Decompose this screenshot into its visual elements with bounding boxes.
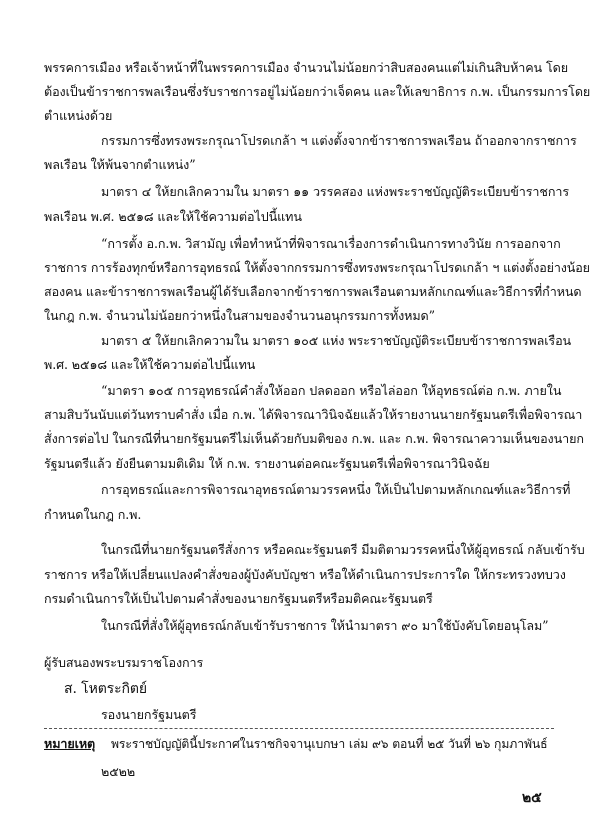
quote-text-line: การอุทธรณ์และการพิจารณาอุทธรณ์ตามวรรคหนึ่ง ให้เป็นไปตามหลักเกณฑ์และวิธีการที่ <box>101 482 571 497</box>
quote-text-line: สั่งการต่อไป ในกรณีที่นายกรัฐมนตรีไม่เห็นด้วยกับมติของ ก.พ. และ ก.พ. พิจารณาความเห็นของนายก <box>44 431 584 446</box>
quote-text-line: ราชการ หรือให้เปลี่ยนแปลงคำสั่งของผู้บังคับบัญชา หรือให้ดำเนินการประการใด ให้กระทรวงทบวง <box>44 567 566 582</box>
signatory-title: รองนายกรัฐมนตรี <box>101 707 197 722</box>
signatory-name: ส. โหตระกิตย์ <box>64 681 147 697</box>
section-text-line: มาตรา ๔ ให้ยกเลิกความใน มาตรา ๑๑ วรรคสอง แห่งพระราชบัญญัติระเบียบข้าราชการ <box>101 184 570 199</box>
quote-text-line: สามสิบวันนับแต่วันทราบคำสั่ง เมื่อ ก.พ. ได้พิจารณาวินิจฉัยแล้วให้รายงานนายกรัฐมนตรีเพื่อพิจารณา <box>44 407 583 422</box>
page-number: ๒๕ <box>522 790 542 806</box>
section-text-line: มาตรา ๕ ให้ยกเลิกความใน มาตรา ๑๐๕ แห่ง พระราชบัญญัติระเบียบข้าราชการพลเรือน <box>101 333 572 348</box>
note-separator <box>44 728 554 729</box>
quote-text-line: กรมดำเนินการให้เป็นไปตามคำสั่งของนายกรัฐมนตรีหรือมติคณะรัฐมนตรี <box>44 591 433 606</box>
quote-text-line: รัฐมนตรีแล้ว ยังยืนตามมติเดิม ให้ ก.พ. รายงานต่อคณะรัฐมนตรีเพื่อพิจารณาวินิจฉัย <box>44 456 490 471</box>
body-text-line: ต้องเป็นข้าราชการพลเรือนซึ่งรับราชการอยู่ไม่น้อยกว่าเจ็ดคน และให้เลขาธิการ ก.พ. เป็นกรรมการโดย <box>44 84 591 99</box>
quote-text-line: กำหนดในกฎ ก.พ. <box>44 507 142 522</box>
quote-text-line: ในกรณีที่สั่งให้ผู้อุทธรณ์กลับเข้ารับราชการ ให้นำมาตรา ๙๐ มาใช้บังคับโดยอนุโลม” <box>101 618 549 633</box>
quote-text-line: ในกฎ ก.พ. จำนวนไม่น้อยกว่าหนึ่งในสามของจำนวนอนุกรรมการทั้งหมด” <box>44 308 435 323</box>
section-text-line: พลเรือน พ.ศ. ๒๕๑๘ และให้ใช้ความต่อไปนี้แทน <box>44 209 302 224</box>
body-text-line: ตำแหน่งด้วย <box>44 108 113 123</box>
quote-text-line: ในกรณีที่นายกรัฐมนตรีสั่งการ หรือคณะรัฐมนตรี มีมติตามวรรคหนึ่งให้ผู้อุทธรณ์ กลับเข้ารับ <box>101 542 585 557</box>
body-text-line: พรรคการเมือง หรือเจ้าหน้าที่ในพรรคการเมือง จำนวนไม่น้อยกว่าสิบสองคนแต่ไม่เกินสิบห้าคน โดย <box>44 60 568 75</box>
quote-text-line: สองคน และข้าราชการพลเรือนผู้ได้รับเลือกจากข้าราชการพลเรือนตามหลักเกณฑ์และวิธีการที่กำหนด <box>44 284 582 299</box>
quote-text-line: “มาตรา ๑๐๕ การอุทธรณ์คำสั่งให้ออก ปลดออก หรือไล่ออก ให้อุทธรณ์ต่อ ก.พ. ภายใน <box>101 383 562 398</box>
section-text-line: พ.ศ. ๒๕๑๘ และให้ใช้ความต่อไปนี้แทน <box>44 357 256 372</box>
quote-text-line: ราชการ การร้องทุกข์หรือการอุทธรณ์ ให้ตั้งจากกรรมการซึ่งทรงพระกรุณาโปรดเกล้า ฯ แต่งตั้งอย่างน้อย <box>44 260 590 275</box>
note-text-line: ๒๕๒๒ <box>101 764 136 779</box>
note-label: หมายเหตุ <box>44 736 96 751</box>
countersign-label: ผู้รับสนองพระบรมราชโองการ <box>44 655 204 670</box>
body-text-line: กรรมการซึ่งทรงพระกรุณาโปรดเกล้า ฯ แต่งตั้งจากข้าราชการพลเรือน ถ้าออกจากราชการ <box>101 133 577 148</box>
quote-text-line: “การตั้ง อ.ก.พ. วิสามัญ เพื่อทำหน้าที่พิจารณาเรื่องการดำเนินการทางวินัย การออกจาก <box>101 236 561 251</box>
note-text-line: พระราชบัญญัตินี้ประกาศในราชกิจจานุเบกษา เล่ม ๙๖ ตอนที่ ๒๕ วันที่ ๒๖ กุมภาพันธ์ <box>111 737 548 751</box>
body-text-line: พลเรือน ให้พ้นจากตำแหน่ง” <box>44 157 196 172</box>
